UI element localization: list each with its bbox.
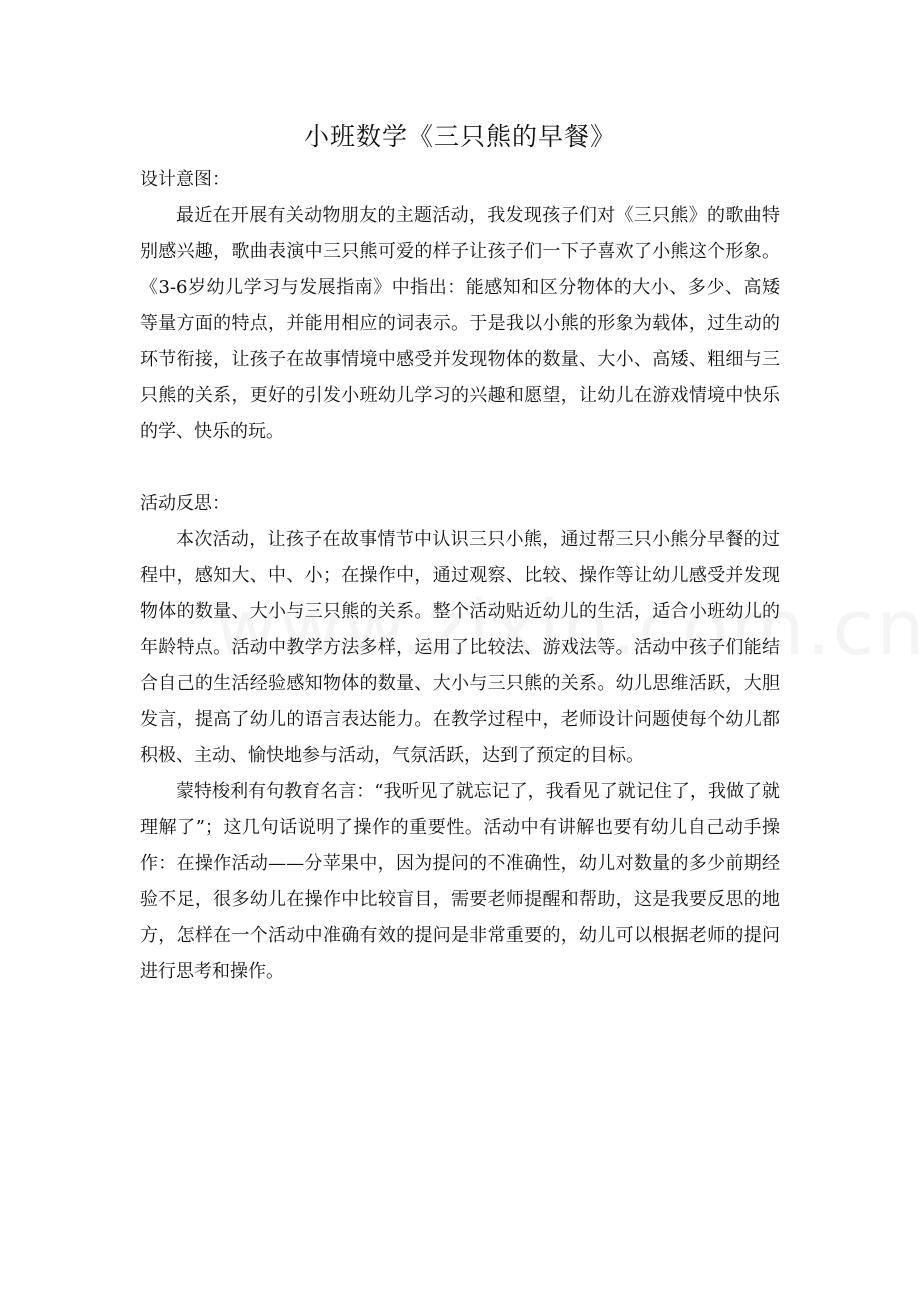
section-spacer [140, 450, 780, 486]
reflection-section [140, 486, 780, 990]
paragraph-reflection-1: 本次活动，让孩子在故事情节中认识三只小熊，通过帮三只小熊分早餐的过程中，感知大、中、小；在操作中，通过观察、比较、操作等让幼儿感受并发现物体的数量、大小与三只熊的关系。整个活动贴近幼儿的生活，适合小班幼儿的年龄特点。活动中教学方法多样，运用了比较法、游戏法等。活动中孩子们能结合自己的生活经验感知物体的数量、大小与三只熊的关系。幼儿思维活跃，大胆发言，提高了幼儿的语言表达能力。在教学过程中，老师设计问题使每个幼儿都积极、主动、愉快地参与活动，气氛活跃，达到了预定的目标。 [140, 529, 780, 766]
paragraph-reflection-2: 蒙特梭利有句教育名言：“我听见了就忘记了，我看见了就记住了，我做了就理解了”；这几句话说明了操作的重要性。活动中有讲解也要有幼儿自己动手操作：在操作活动——分苹果中，因为提问的不准确性，幼儿对数量的多少前期经验不足，很多幼儿在操作中比较盲目，需要老师提醒和帮助，这是我要反思的地方，怎样在一个活动中准确有效的提问是非常重要的，幼儿可以根据老师的提问进行思考和操作。 [140, 781, 780, 982]
paragraph-design-intent: 最近在开展有关动物朋友的主题活动，我发现孩子们对《三只熊》的歌曲特别感兴趣，歌曲表演中三只熊可爱的样子让孩子们一下子喜欢了小熊这个形象。《3-6岁幼儿学习与发展指南》中指出：能感知和区分物体的大小、多少、高矮等量方面的特点，并能用相应的词表示。于是我以小熊的形象为载体，过生动的环节衔接，让孩子在故事情境中感受并发现物体的数量、大小、高矮、粗细与三只熊的关系，更好的引发小班幼儿学习的兴趣和愿望，让幼儿在游戏情境中快乐的学、快乐的玩。 [140, 205, 780, 442]
design-intent-section [140, 162, 780, 450]
document-title: 小班数学《三只熊的早餐》 [303, 122, 616, 151]
document-body [140, 162, 780, 990]
section-label-reflection: 活动反思： [140, 493, 230, 514]
section-label-design-intent: 设计意图： [140, 169, 230, 190]
